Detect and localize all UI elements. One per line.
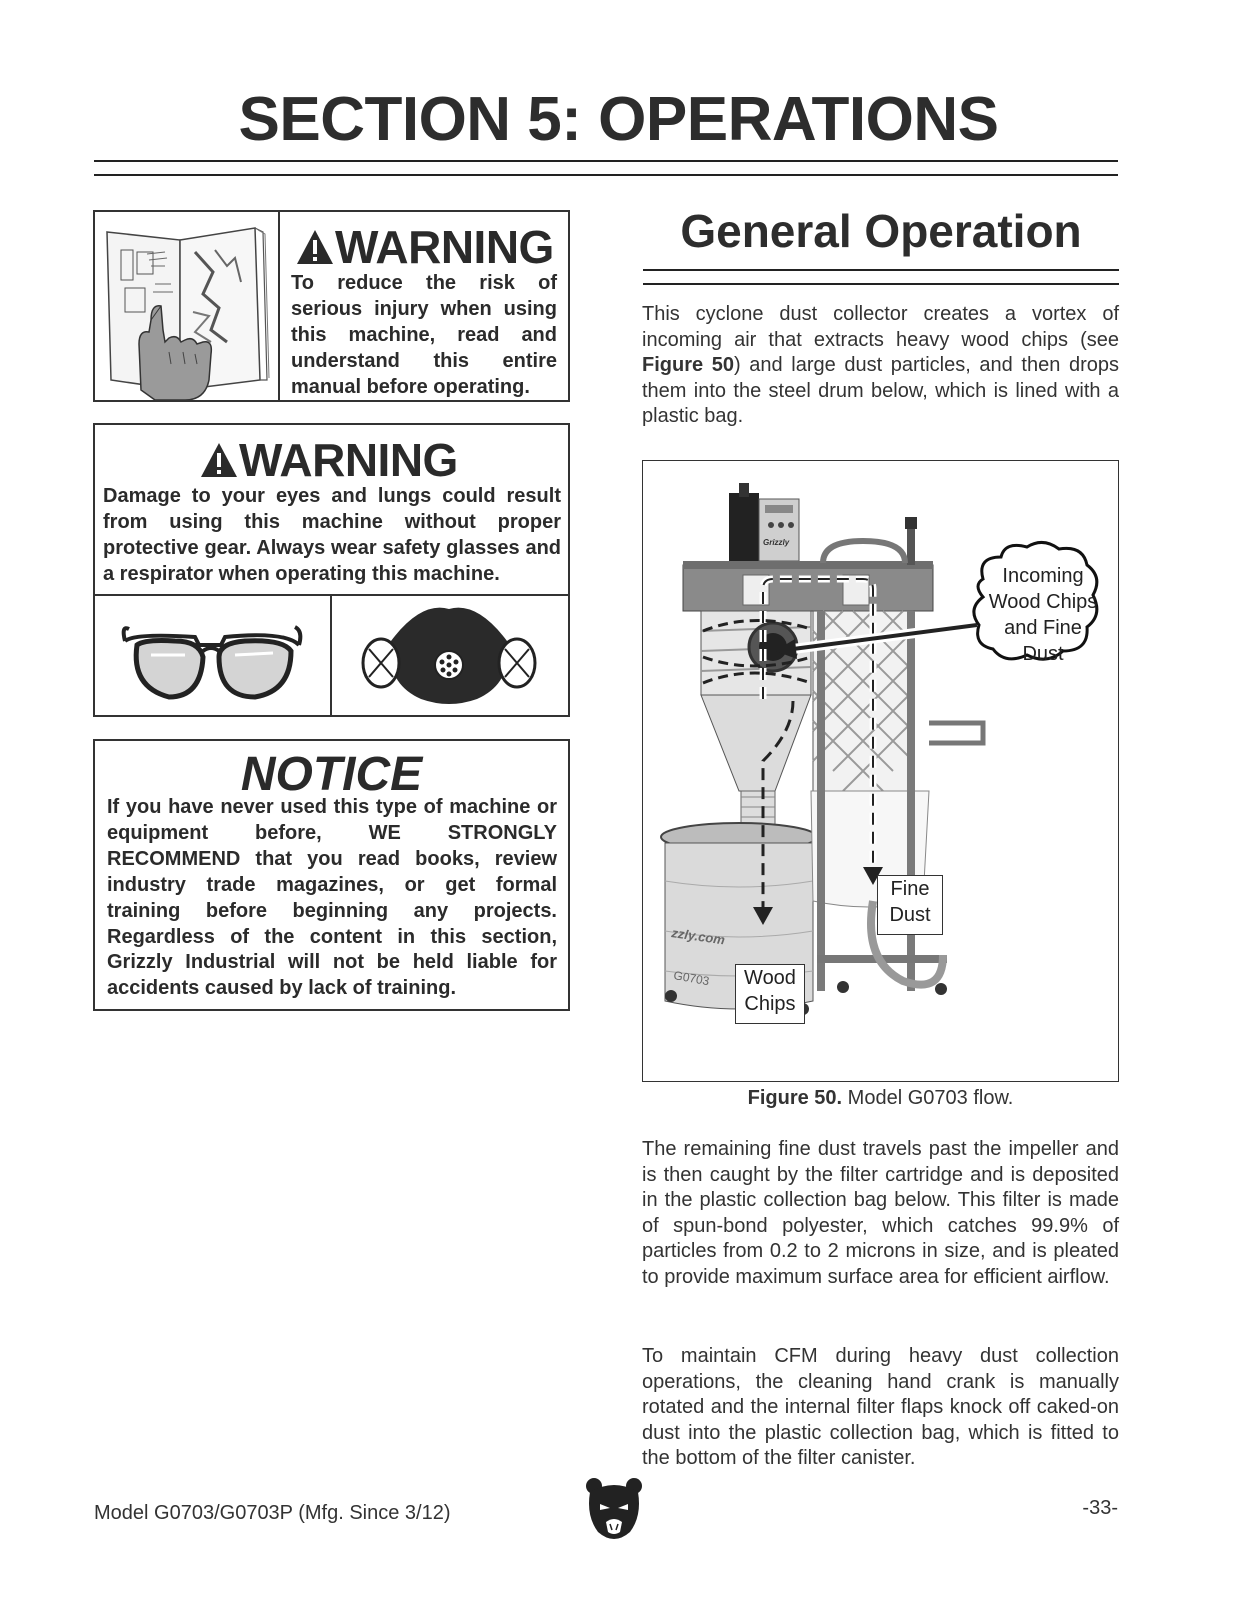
footer-model: Model G0703/G0703P (Mfg. Since 3/12)	[94, 1502, 451, 1524]
figure-caption-text: Model G0703 flow.	[842, 1087, 1014, 1109]
warning-heading-text: WARNING	[335, 221, 554, 273]
divider	[330, 594, 332, 715]
drum-model: G0703	[672, 968, 711, 989]
notice-box	[93, 739, 570, 1011]
label-fine-dust: Fine Dust	[877, 875, 943, 935]
warning-box-manual	[93, 210, 570, 402]
respirator-mask-icon	[357, 605, 537, 709]
figure-reference: Figure 50	[642, 354, 734, 377]
warning-heading-gear	[199, 433, 458, 487]
panel-brand: Grizzly	[763, 538, 790, 547]
warning-box-protective-gear	[93, 423, 570, 717]
section-heading: General Operation	[680, 205, 1082, 257]
intro-paragraph	[642, 302, 1119, 430]
notice-heading: NOTICE	[240, 748, 423, 801]
label-wood-chips: Wood Chips	[735, 964, 805, 1024]
notice-text: If you have never used this type of machine or equipment before, WE STRONGLY RECOMMEND that you read books, review industry trade magazines, or get formal training before beginning any projects. Regardless of the content in this section, Grizzly Industrial will not be held liable for accidents caused by lack of training.	[107, 796, 557, 1000]
title-rule-top	[94, 160, 1118, 162]
page-number: -33-	[1082, 1497, 1118, 1519]
warning-triangle-icon	[295, 228, 335, 266]
warning-triangle-icon	[199, 441, 239, 479]
warning-heading-text: WARNING	[239, 434, 458, 486]
safety-glasses-icon	[115, 615, 305, 705]
manual-illustration	[95, 212, 280, 400]
dust-collector-illustration	[643, 461, 1117, 1080]
figure-caption-number: Figure 50.	[747, 1087, 843, 1109]
title-rule-bottom	[94, 174, 1118, 176]
grizzly-bear-logo-icon	[584, 1476, 644, 1544]
heading-rule-bottom	[643, 283, 1119, 285]
intro-text-a: This cyclone dust collector creates a vortex of incoming air that extracts heavy wood chips (see	[642, 303, 1119, 351]
drum-text: zzly.com	[670, 925, 726, 948]
open-book-hand-icon	[95, 212, 276, 400]
fine-dust-paragraph: The remaining fine dust travels past the impeller and is then caught by the filter cartridge and is deposited in the plastic collection bag below. This filter is made of spun-bond polyester, which catches 99.9% of particles from 0.2 to 2 microns in size, and is pleated to provide maximum surface area for efficient airflow.	[642, 1138, 1119, 1288]
warning-text-manual: To reduce the risk of serious injury when using this machine, read and understand this entire manual before operating.	[291, 272, 557, 398]
figure-caption	[642, 1087, 1119, 1110]
heading-rule-top	[643, 269, 1119, 271]
page-title: SECTION 5: OPERATIONS	[238, 85, 999, 154]
label-incoming-wood-chips-fine-dust: Incoming Wood Chips and Fine Dust	[988, 565, 1098, 665]
figure-frame	[642, 460, 1119, 1082]
intro-text-b: ) and large dust particles, and then drops them into the steel drum below, which is lined with a plastic bag.	[642, 354, 1119, 428]
cfm-paragraph: To maintain CFM during heavy dust collection operations, the cleaning hand crank is manually rotated and the internal filter flaps knock off caked-on dust into the plastic collection bag, which is fitted to the bottom of the filter canister.	[642, 1345, 1119, 1470]
warning-heading-manual	[295, 220, 554, 274]
warning-text-gear: Damage to your eyes and lungs could result from using this machine without proper protective gear. Always wear safety glasses and a respirator when operating this machine.	[103, 485, 561, 585]
